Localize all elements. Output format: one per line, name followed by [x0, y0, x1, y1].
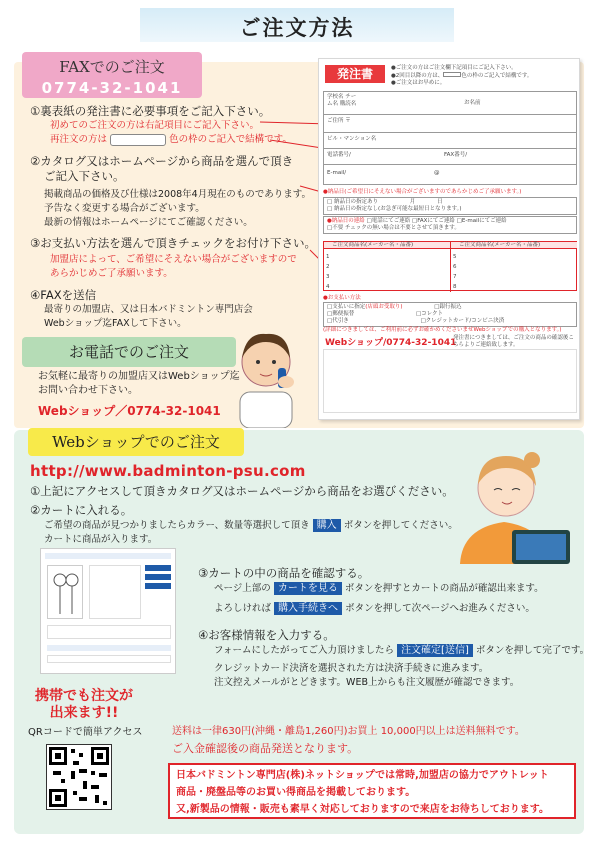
- web-step3-note: [214, 582, 544, 596]
- fax-step1-text: ①裏表紙の発注書に必要事項をご記入下さい。: [30, 104, 271, 118]
- row-5: 5: [453, 254, 457, 260]
- tel-contact: Webショップ／0774-32-1041: [38, 404, 221, 418]
- fax-step1-note1: 初めてのご注文の方は右記項目にご記入下さい。: [50, 120, 260, 131]
- order-note-3: ●ご注文はお早めに。: [391, 80, 446, 86]
- shop-header-bar: [45, 553, 171, 559]
- line-4: [324, 164, 576, 165]
- fax-step3-text: ③お支払い方法を選んで頂きチェックをお付け下さい。: [30, 236, 316, 250]
- fax-step4-note2: Webショップ迄FAXして下さい。: [44, 318, 187, 329]
- purchase-button[interactable]: 購入: [313, 519, 341, 532]
- col-product: ご注文商品名(メーカー名・品番): [332, 242, 414, 248]
- pay-note: (店頭お受取り): [365, 304, 403, 310]
- footer-line-3: 又,新製品の情報・販売も素早く対応しておりますので来店をお待ちしております。: [176, 804, 549, 815]
- web-url-link[interactable]: http://www.badminton-psu.com: [30, 462, 306, 480]
- web-step2-note-b: ボタンを押してください。: [343, 520, 458, 531]
- order-blank-area: [323, 349, 577, 413]
- page-title: ご注文方法: [239, 16, 355, 40]
- fax-step2-text-a: ②カタログ又はホームページから商品を選んで頂き: [30, 154, 294, 168]
- fax-heading: FAXでのご注文: [59, 58, 165, 76]
- order-tel-line: Webショップ/0774-32-1041: [325, 338, 457, 348]
- mobile-line-1: 携帯でも注文が: [35, 688, 133, 704]
- fax-number: 0774-32-1041: [41, 79, 183, 97]
- fax-step4-note1: 最寄りの加盟店、又は日本バドミントン専門店会: [44, 304, 253, 315]
- field-at: @: [434, 170, 440, 176]
- color-frame-swatch: [110, 134, 166, 146]
- fax-step1-note2-b: 色の枠のご記入で結構です。: [169, 134, 292, 145]
- pay-opt-store: 支払いに指定: [332, 304, 366, 310]
- tel-heading: お電話でのご注文: [22, 337, 236, 367]
- shop-cart-row: [47, 655, 171, 663]
- order-note-swatch: [443, 72, 461, 77]
- tel-line-2: お問い合わせ下さい。: [38, 385, 138, 396]
- line-2: [324, 132, 576, 133]
- field-name: お名前: [464, 100, 481, 106]
- field-email: E-mail/: [327, 170, 347, 176]
- order-note-2: [391, 72, 577, 80]
- order-footer-small: 発注書につきましては、ご注文の商品の確認後こちらよりご連絡致します。: [453, 335, 574, 348]
- contact-none: 不要: [332, 225, 344, 231]
- field-school: 学校名 チーム名 購読名: [327, 94, 357, 107]
- fax-step2-text-b: ご記入下さい。: [44, 169, 125, 183]
- pay-title: ●お支払い方法: [323, 295, 361, 301]
- delivery-title: ●納品日(ご希望日にそえない場合がございますのであらかじめご了承願います。): [323, 189, 522, 195]
- fax-step2-note1: 掲載商品の価格及び仕様は2008年4月現在のものであります。: [44, 189, 311, 200]
- table-divider: [450, 242, 451, 292]
- footer-notice: [168, 763, 576, 819]
- shop-side-buttons: [145, 565, 171, 619]
- pay-opt-cod: 代引き: [332, 318, 349, 324]
- customer-fields: [323, 91, 577, 185]
- fax-step3-note1: 加盟店によって、ご希望にそえない場合がございますので: [50, 254, 297, 265]
- order-note-2b: 色の枠のご記入で結構です。: [461, 73, 533, 79]
- field-tel: 電話番号/: [327, 152, 351, 158]
- items-header-right: [451, 242, 577, 249]
- order-sheet-notes: [391, 65, 577, 87]
- fax-heading-box: [22, 52, 202, 98]
- web-step-4: ④お客様情報を入力する。: [198, 628, 335, 642]
- pay-bottom-note: (詳細につきましては、ご利用前に必ずお確かめくださいませWebショップでの購入となります。): [323, 327, 562, 333]
- delivery-month: 月: [409, 199, 416, 205]
- phone-person-illustration: [226, 318, 306, 428]
- pay-opt-postal: 郵便振替: [332, 311, 355, 317]
- web-step3-note2-a: よろしければ: [214, 603, 272, 614]
- shop-screenshot: [40, 548, 176, 674]
- shipping-info: 送料は一律630円(沖縄・離島1,260円)お買上 10,000円以上は送料無料です。: [172, 726, 525, 737]
- web-step-1: ①上記にアクセスして頂きカタログ又はホームページから商品をお選びください。: [30, 484, 454, 498]
- shipping-info-2: ご入金確認後の商品発送となります。: [172, 742, 359, 755]
- contact-none-note: チェックの無い場合は不要とさせて頂きます。: [344, 225, 460, 231]
- web-step4-note3: 注文控えメールがとどきます。WEB上からも注文履歴が確認できます。: [214, 677, 520, 688]
- fax-step2-note2: 予告なく変更する場合がございます。: [44, 203, 205, 214]
- row-1: 1: [326, 254, 330, 260]
- field-building: ビル・マンション名: [327, 136, 377, 142]
- contact-opt-fax: FAXにてご連絡: [417, 218, 455, 224]
- delivery-opt2: 納品日の指定なし(お急ぎ可能な最短日となります。): [333, 206, 462, 212]
- delivery-opt1: 納品日の指定あり: [333, 199, 378, 205]
- pay-opt-collect: コレクト: [421, 311, 444, 317]
- shop-product-row: [47, 625, 171, 639]
- web-step2-note-a: ご希望の商品が見つかりましたらカラー、数量等選択して頂き: [44, 520, 310, 531]
- delivery-opt2-row: □ 納品日の指定なし(お急ぎ可能な最短日となります。): [327, 206, 462, 212]
- qr-code[interactable]: [46, 744, 112, 810]
- row-8: 8: [453, 284, 457, 290]
- pay-box: □支払いに指定(店頭お受取り) □銀行振込 □郵便振替 □コレクト □代引き □クレジットカード/コンビニ決済: [323, 302, 577, 327]
- shop-product-image: [47, 565, 83, 619]
- web-step2-note2: カートに商品が入ります。: [44, 534, 158, 545]
- line-1: [324, 114, 576, 115]
- shop-cart-bar: [47, 645, 171, 651]
- delivery-section: [323, 189, 577, 234]
- row-7: 7: [453, 274, 457, 280]
- delivery-day: 日: [436, 199, 443, 205]
- fax-step4-text: ④FAXを送信: [30, 288, 97, 302]
- payment-section: [323, 295, 577, 334]
- checkout-button[interactable]: 購入手続きへ: [274, 602, 342, 615]
- shop-product-info: [89, 565, 141, 619]
- web-step3-note2-b: ボタンを押して次ページへお進みください。: [345, 603, 535, 614]
- web-step3-note-a: ページ上部の: [214, 583, 271, 594]
- order-sheet: [318, 58, 580, 420]
- footer-text: [170, 765, 574, 820]
- fax-step3-note2: あらかじめご了承願います。: [50, 268, 173, 279]
- contact-box: ●納品日の連絡 □電話にてご連絡 □FAXにてご連絡 □E-mailにてご連絡 □不要 チェックの無い場合は不要とさせて頂きます。: [323, 216, 577, 234]
- delivery-box: [323, 197, 577, 215]
- web-step-2: ②カートに入れる。: [30, 503, 133, 517]
- view-cart-button[interactable]: カートを見る: [274, 582, 342, 595]
- web-step4-note2: クレジットカード決済を選択された方は決済手続きに進みます。: [214, 663, 489, 674]
- web-step4-note-a: フォームにしたがってご入力頂けましたら: [214, 645, 395, 656]
- order-note-2a: ●2回目以降の方は、: [391, 73, 444, 79]
- order-sheet-tag: 発注書: [325, 65, 385, 83]
- confirm-order-button[interactable]: 注文確定[送信]: [397, 644, 473, 657]
- order-note-1: ●ご注文の方はご注文欄下記項目にご記入下さい。: [391, 65, 517, 71]
- row-6: 6: [453, 264, 457, 270]
- pay-opt-credit: クレジットカード/コンビニ決済: [425, 318, 505, 324]
- col-product-2: ご注文商品名(メーカー名・品番): [459, 242, 541, 248]
- contact-opt-email: E-mailにてご連絡: [461, 218, 507, 224]
- footer-line-1: 日本バドミントン専門店(株)ネットショップでは常時,加盟店の協力でアウトレット: [176, 770, 549, 781]
- web-step-3: ③カートの中の商品を確認する。: [198, 566, 370, 580]
- pay-opt-bank: 銀行振込: [439, 304, 462, 310]
- field-fax: FAX番号/: [444, 152, 468, 158]
- row-2: 2: [326, 264, 330, 270]
- web-step2-note: [44, 519, 458, 533]
- web-step3-note2: [214, 602, 535, 616]
- fax-step2-note3: 最新の情報はホームページにてご確認ください。: [44, 217, 253, 228]
- mobile-line-2: 出来ます!!: [49, 705, 119, 721]
- computer-person-illustration: [452, 440, 578, 564]
- web-step4-note-b: ボタンを押して完了です。: [475, 645, 590, 656]
- footer-line-2: 商品・廃盤品等のお買い得商品を掲載しております。: [176, 787, 416, 798]
- items-table: [323, 241, 577, 291]
- qr-label: QRコードで簡単アクセス: [28, 727, 143, 738]
- rows-right: [453, 252, 457, 292]
- line-3: [324, 148, 576, 149]
- row-4: 4: [326, 284, 330, 290]
- web-step3-note-b: ボタンを押すとカートの商品が確認出来ます。: [344, 583, 544, 594]
- delivery-opt1-row: □ 納品日の指定あり 月 日: [327, 199, 443, 205]
- web-step4-note: [214, 644, 589, 658]
- tel-line-1: お気軽に最寄りの加盟店又はWebショップ迄: [38, 371, 240, 382]
- fax-step1-note2-a: 再注文の方は: [50, 134, 108, 145]
- row-3: 3: [326, 274, 330, 280]
- rows-left: [326, 252, 330, 292]
- items-header-left: [324, 242, 450, 249]
- field-address: ご住所 〒: [327, 118, 351, 124]
- contact-opt-tel: 電話にてご連絡: [371, 218, 411, 224]
- mobile-callout: [24, 688, 144, 722]
- contact-title: ●納品日の連絡: [327, 218, 365, 224]
- web-heading: Webショップでのご注文: [28, 428, 244, 456]
